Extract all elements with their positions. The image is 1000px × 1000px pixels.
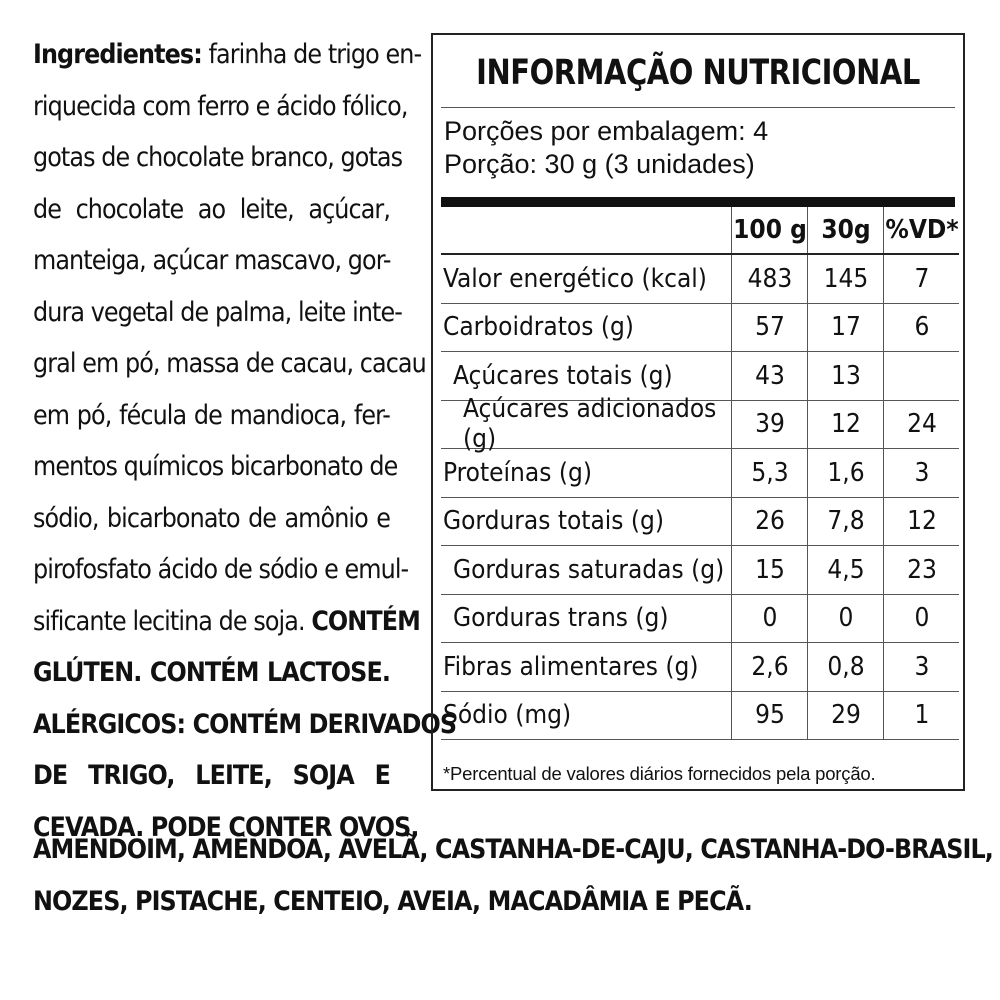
ingredient-text: sificante lecitina de soja. [33, 605, 312, 637]
ingredients-text [33, 29, 457, 853]
value-per-portion: 145 [807, 255, 884, 303]
nutrient-row [441, 595, 959, 644]
daily-value-percent [883, 352, 960, 400]
daily-value-percent: 1 [883, 692, 960, 740]
ingredient-text: dura vegetal de palma, leite inte- [33, 296, 402, 328]
nutrient-label: Açúcares adicionados (g) [463, 394, 717, 455]
ingredient-line [33, 596, 420, 648]
value-per-100g: 0 [731, 595, 808, 643]
nutrient-row [441, 352, 959, 401]
daily-value-percent: 12 [883, 498, 960, 546]
ingredient-line [33, 441, 398, 493]
daily-value-percent: 24 [883, 401, 960, 449]
ingredient-text: riquecida com ferro e ácido fólico, [33, 90, 408, 122]
header-label [441, 207, 731, 253]
daily-value-percent: 3 [883, 643, 960, 691]
allergen-line: AMENDOIM, AMÊNDOA, AVELÃ, CASTANHA-DE-CAJU, CASTANHA-DO-BRASIL, [33, 834, 993, 865]
ingredient-text: em pó, fécula de mandioca, fer- [33, 399, 390, 431]
header-per-100g: 100 g [731, 207, 808, 253]
value-per-100g: 2,6 [731, 643, 808, 691]
ingredient-text: farinha de trigo en- [201, 39, 422, 70]
ingredient-text: pirofosfato ácido de sódio e emul- [33, 554, 409, 585]
allergen-text: DE TRIGO, LEITE, SOJA E [33, 760, 390, 791]
ingredient-text: de chocolate ao leite, açúcar, [33, 193, 390, 225]
value-per-portion: 13 [807, 352, 884, 400]
allergen-text: GLÚTEN. CONTÉM LACTOSE. [33, 657, 390, 688]
nutrient-row [441, 643, 959, 692]
nutrient-row [441, 546, 959, 595]
nutrition-facts-table [431, 33, 965, 791]
ingredient-line [33, 390, 390, 442]
ingredient-line [33, 81, 408, 133]
serving-size: Porção: 30 g (3 unidades) [444, 149, 755, 179]
footnote: *Percentual de valores diários fornecidos pela porção. [443, 763, 876, 784]
allergen-text: CONTÉM [311, 605, 420, 637]
nutrient-row [441, 255, 959, 304]
table-header-row [441, 207, 959, 255]
header-daily-value: %VD* [883, 207, 960, 253]
value-per-100g: 57 [731, 304, 808, 352]
value-per-portion: 4,5 [807, 546, 884, 594]
ingredients-heading: Ingredientes: [33, 39, 202, 70]
ingredient-text: sódio, bicarbonato de amônio e [33, 502, 390, 534]
ingredient-line [33, 338, 426, 390]
allergen-text: CEVADA. PODE CONTER OVOS, [33, 811, 419, 843]
value-per-100g: 39 [731, 401, 808, 449]
nutrient-label: Fibras alimentares (g) [443, 651, 699, 682]
nutrient-label: Valor energético (kcal) [443, 263, 707, 294]
ingredient-line [33, 750, 390, 802]
nutrient-label: Gorduras saturadas (g) [453, 554, 725, 585]
nutrient-grid [441, 207, 959, 740]
nutrient-row [441, 394, 959, 455]
daily-value-percent: 0 [883, 595, 960, 643]
divider [441, 107, 955, 108]
ingredient-line [33, 184, 390, 236]
value-per-portion: 0,8 [807, 643, 884, 691]
nutrient-label: Açúcares totais (g) [453, 360, 673, 391]
value-per-portion: 1,6 [807, 449, 884, 497]
ingredient-text: manteiga, açúcar mascavo, gor- [33, 245, 391, 276]
ingredient-text: gotas de chocolate branco, gotas [33, 142, 403, 173]
value-per-portion: 29 [807, 692, 884, 740]
ingredient-text: mentos químicos bicarbonato de [33, 451, 398, 482]
nutrient-label: Gorduras trans (g) [453, 603, 669, 634]
value-per-100g: 15 [731, 546, 808, 594]
allergens-continued [33, 824, 993, 927]
ingredient-line [33, 493, 390, 545]
thick-divider [441, 197, 955, 207]
allergen-line: NOZES, PISTACHE, CENTEIO, AVEIA, MACADÂMIA E PECÃ. [33, 885, 752, 917]
servings-per-package: Porções por embalagem: 4 [444, 116, 769, 146]
nutrition-title: INFORMAÇÃO NUTRICIONAL [476, 53, 920, 93]
value-per-100g: 26 [731, 498, 808, 546]
daily-value-percent: 3 [883, 449, 960, 497]
nutrient-label: Gorduras totais (g) [443, 506, 665, 537]
nutrient-label: Sódio (mg) [443, 700, 572, 731]
value-per-portion: 17 [807, 304, 884, 352]
ingredient-line [33, 647, 390, 699]
nutrient-row [441, 498, 959, 547]
daily-value-percent: 7 [883, 255, 960, 303]
value-per-100g: 43 [731, 352, 808, 400]
value-per-100g: 5,3 [731, 449, 808, 497]
daily-value-percent: 23 [883, 546, 960, 594]
ingredient-line [33, 544, 409, 596]
nutrient-row [441, 692, 959, 741]
nutrient-label: Carboidratos (g) [443, 312, 634, 343]
ingredient-line [33, 29, 422, 81]
nutrient-row [441, 304, 959, 353]
value-per-portion: 12 [807, 401, 884, 449]
value-per-100g: 95 [731, 692, 808, 740]
nutrient-row [441, 449, 959, 498]
value-per-portion: 7,8 [807, 498, 884, 546]
ingredient-line [33, 699, 457, 751]
ingredient-text: gral em pó, massa de cacau, cacau [33, 348, 426, 379]
ingredient-line [33, 235, 390, 287]
nutrient-label: Proteínas (g) [443, 457, 592, 488]
value-per-portion: 0 [807, 595, 884, 643]
value-per-100g: 483 [731, 255, 808, 303]
allergen-text: ALÉRGICOS: CONTÉM DERIVADOS [33, 708, 457, 740]
ingredient-line [33, 287, 402, 339]
header-per-portion: 30g [807, 207, 884, 253]
ingredient-line [33, 132, 403, 184]
portion-info [444, 115, 768, 181]
daily-value-percent: 6 [883, 304, 960, 352]
